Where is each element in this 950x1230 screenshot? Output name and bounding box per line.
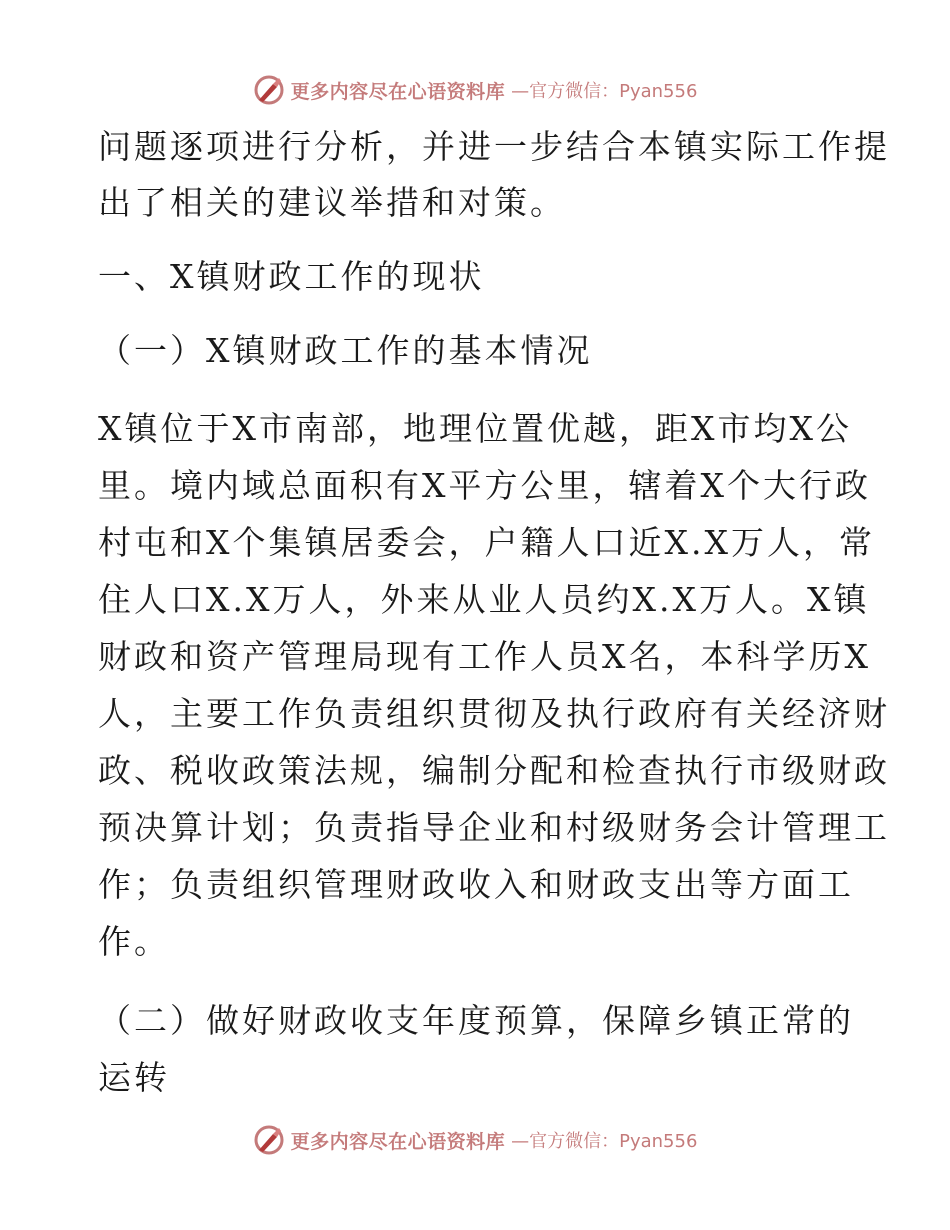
pen-logo-icon bbox=[253, 1124, 285, 1156]
pen-logo-icon bbox=[253, 74, 285, 106]
subsection-heading: （二）做好财政收支年度预算，保障乡镇正常的 bbox=[98, 1001, 854, 1040]
paragraph-line: X镇位于X市南部，地理位置优越，距X市均X公 bbox=[98, 409, 852, 448]
paragraph-line: 人，主要工作负责组织贯彻及执行政府有关经济财 bbox=[98, 694, 890, 733]
paragraph-line: 作；负责组织管理财政收入和财政支出等方面工 bbox=[98, 865, 854, 904]
section-heading: 一、X镇财政工作的现状 bbox=[98, 257, 485, 296]
paragraph-line: 政、税收政策法规，编制分配和检查执行市级财政 bbox=[98, 751, 890, 790]
paragraph-line: 作。 bbox=[98, 922, 170, 961]
paragraph-line: 住人口X.X万人，外来从业人员约X.X万人。X镇 bbox=[98, 580, 870, 619]
paragraph-line: 里。境内域总面积有X平方公里，辖着X个大行政 bbox=[98, 466, 871, 505]
paragraph-line: 财政和资产管理局现有工作人员X名，本科学历X bbox=[98, 637, 871, 676]
footer-watermark-banner bbox=[0, 1120, 950, 1160]
subsection-heading: 运转 bbox=[98, 1058, 170, 1097]
intro-line: 问题逐项进行分析，并进一步结合本镇实际工作提 bbox=[98, 127, 890, 166]
header-banner-contact-text: —官方微信：Pyan556 bbox=[511, 81, 698, 102]
paragraph-line: 村屯和X个集镇居委会，户籍人口近X.X万人，常 bbox=[98, 523, 875, 562]
paragraph-line: 预决算计划；负责指导企业和村级财务会计管理工 bbox=[98, 808, 890, 847]
header-banner-main-text: 更多内容尽在心语资料库 bbox=[290, 80, 506, 103]
header-watermark-banner bbox=[0, 70, 950, 110]
footer-banner-contact-text: —官方微信：Pyan556 bbox=[511, 1131, 698, 1152]
intro-line: 出了相关的建议举措和对策。 bbox=[98, 183, 566, 222]
footer-banner-main-text: 更多内容尽在心语资料库 bbox=[290, 1130, 506, 1153]
subsection-heading: （一）X镇财政工作的基本情况 bbox=[98, 331, 593, 370]
